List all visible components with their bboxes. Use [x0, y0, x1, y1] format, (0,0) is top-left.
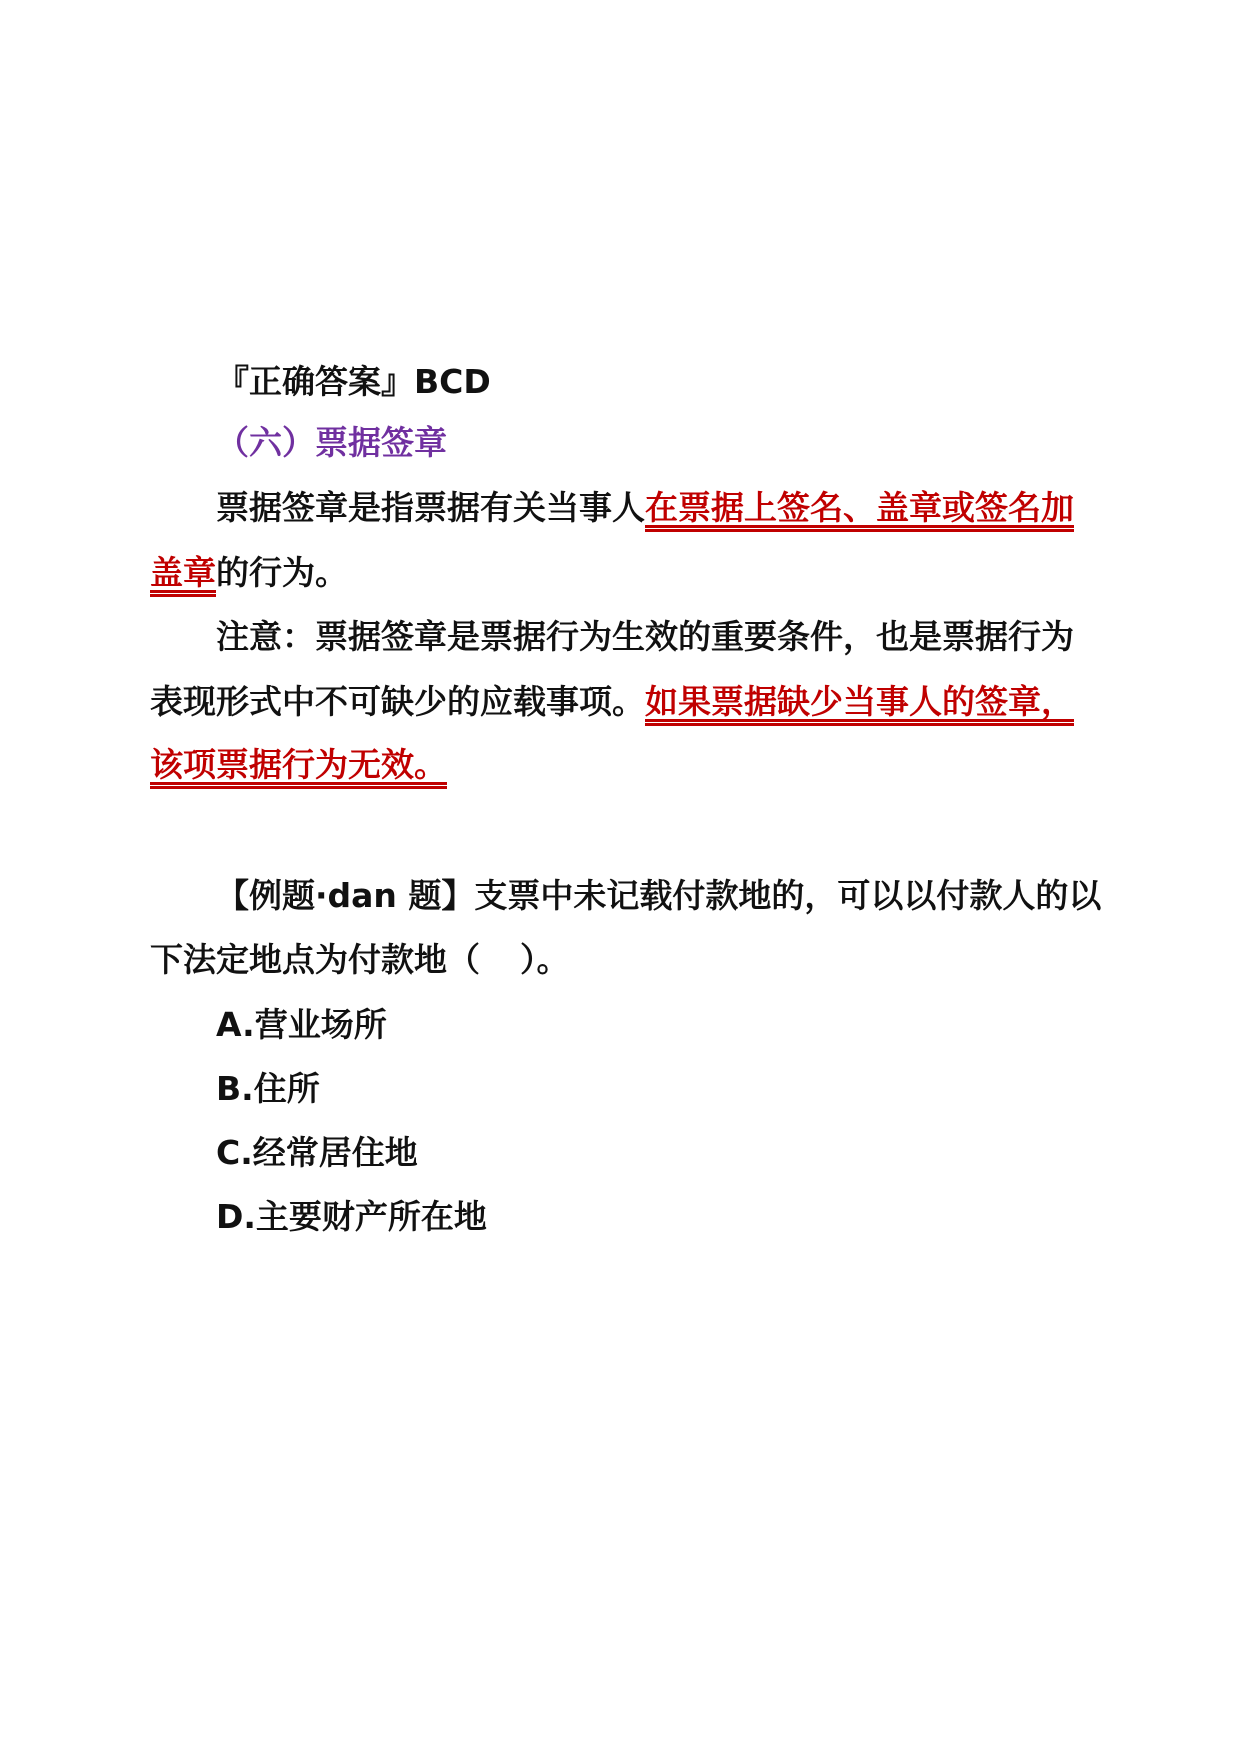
- option-c-text: C.经常居住地: [216, 1133, 418, 1172]
- note-line-3: [150, 745, 1100, 785]
- note-line-2: [150, 682, 1100, 722]
- option-b-text: B.住所: [216, 1069, 320, 1108]
- definition-plain-2: 的行为。: [216, 553, 348, 592]
- note-line-1: [216, 617, 1100, 657]
- note-highlight-2: 如果票据缺少当事人的签章，: [645, 682, 1074, 721]
- option-a: [216, 1005, 1100, 1045]
- question-text-1: 【例题·dan 题】支票中未记载付款地的，可以以付款人的以: [216, 876, 1102, 915]
- definition-highlight-2: 盖章: [150, 553, 216, 592]
- section-title: [216, 423, 1100, 463]
- definition-line-1: [216, 488, 1100, 528]
- question-line-2: [150, 940, 1100, 980]
- note-plain-2: 表现形式中不可缺少的应载事项。: [150, 682, 645, 721]
- option-b: [216, 1069, 1100, 1109]
- question-text-2b: ）。: [520, 940, 570, 979]
- question-line-1: [216, 876, 1100, 916]
- question-text-2a: 下法定地点为付款地（: [150, 940, 480, 979]
- option-d: [216, 1197, 1100, 1237]
- option-c: [216, 1133, 1100, 1173]
- note-text-1: 注意：票据签章是票据行为生效的重要条件，也是票据行为: [216, 617, 1074, 656]
- answer-text: 『正确答案』BCD: [216, 362, 491, 401]
- definition-plain-1: 票据签章是指票据有关当事人: [216, 488, 645, 527]
- option-d-text: D.主要财产所在地: [216, 1197, 487, 1236]
- definition-line-2: [150, 553, 1100, 593]
- section-title-text: （六）票据签章: [216, 423, 447, 462]
- option-a-text: A.营业场所: [216, 1005, 387, 1044]
- answer-line: [216, 362, 1100, 402]
- definition-highlight-1: 在票据上签名、盖章或签名加: [645, 488, 1074, 527]
- note-highlight-3: 该项票据行为无效。: [150, 745, 447, 784]
